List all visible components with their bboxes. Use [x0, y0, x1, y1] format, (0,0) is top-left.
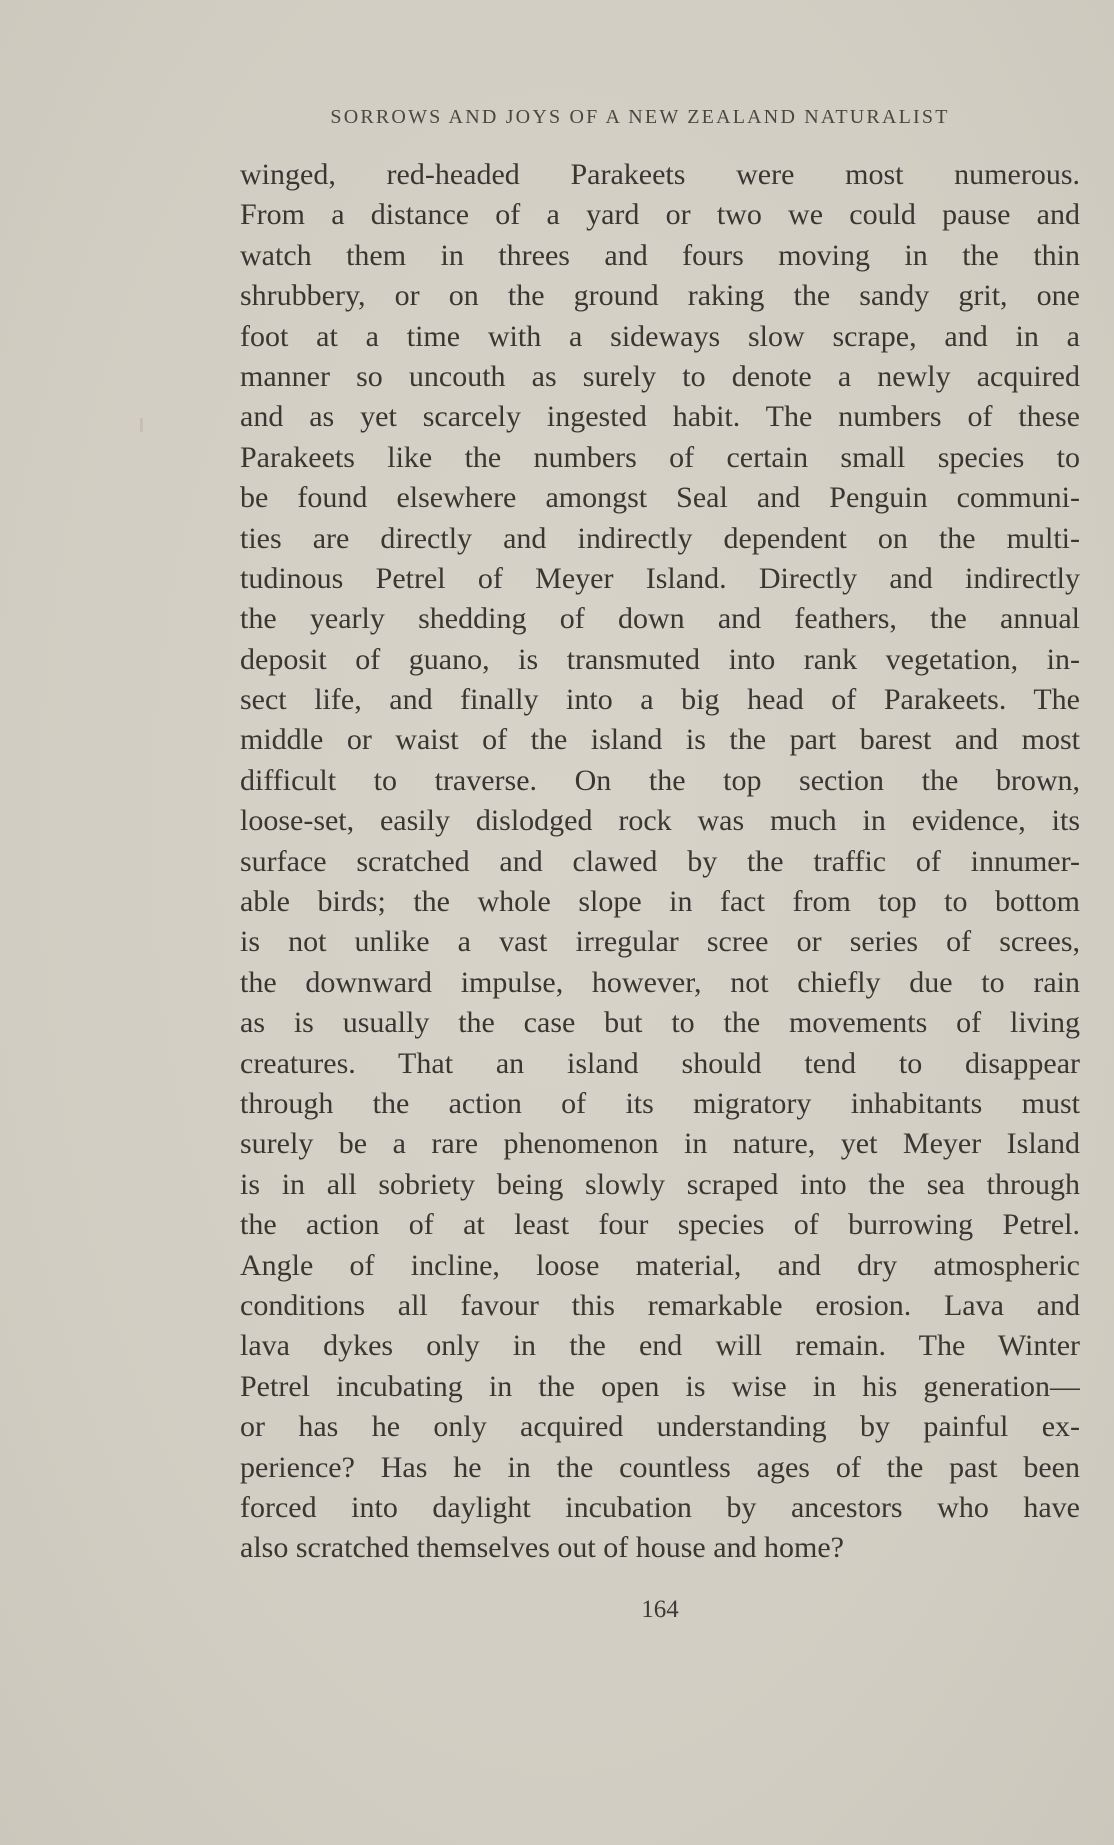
text-line: difficult to traverse. On the top section the brown, [240, 763, 1080, 797]
text-line: foot at a time with a sideways slow scrape, and in a [240, 319, 1080, 353]
running-head: SORROWS AND JOYS OF A NEW ZEALAND NATURALIST [330, 106, 950, 128]
text-line: Angle of incline, loose material, and dry atmospheric [240, 1248, 1080, 1282]
text-line: shrubbery, or on the ground raking the sandy grit, one [240, 279, 1080, 313]
text-line: through the action of its migratory inhabitants must [240, 1086, 1080, 1120]
text-line: and as yet scarcely ingested habit. The numbers of these [240, 400, 1080, 434]
text-line: From a distance of a yard or two we could pause and [240, 198, 1080, 232]
text-line: ties are directly and indirectly dependent on the multi- [240, 521, 1080, 555]
body-text [240, 155, 1080, 1569]
paper-speck [140, 418, 143, 432]
page-number: 164 [641, 1596, 679, 1623]
text-line: Parakeets like the numbers of certain small species to [240, 440, 1080, 474]
text-line: surface scratched and clawed by the traffic of innumer- [240, 844, 1080, 878]
text-line: or has he only acquired understanding by painful ex- [240, 1410, 1080, 1444]
text-line: manner so uncouth as surely to denote a newly acquired [240, 359, 1080, 393]
text-line: conditions all favour this remarkable erosion. Lava and [240, 1288, 1080, 1322]
text-line: deposit of guano, is transmuted into rank vegetation, in- [240, 642, 1080, 676]
text-line: Petrel incubating in the open is wise in his generation— [240, 1369, 1080, 1403]
text-line: the downward impulse, however, not chiefly due to rain [240, 965, 1080, 999]
text-line: forced into daylight incubation by ancestors who have [240, 1490, 1080, 1524]
text-line: also scratched themselves out of house and home? [240, 1531, 844, 1565]
text-line: lava dykes only in the end will remain. The Winter [240, 1329, 1080, 1363]
text-line: tudinous Petrel of Meyer Island. Directly and indirectly [240, 561, 1080, 595]
text-line: the action of at least four species of burrowing Petrel. [240, 1208, 1080, 1242]
text-line: is in all sobriety being slowly scraped into the sea through [240, 1167, 1080, 1201]
text-line: is not unlike a vast irregular scree or series of screes, [240, 925, 1080, 959]
text-line: winged, red-headed Parakeets were most numerous. [240, 158, 1080, 191]
text-line: be found elsewhere amongst Seal and Penguin communi- [240, 481, 1080, 515]
text-line: sect life, and finally into a big head of Parakeets. The [240, 683, 1080, 717]
text-line: perience? Has he in the countless ages of the past been [240, 1450, 1080, 1484]
text-line: surely be a rare phenomenon in nature, yet Meyer Island [240, 1127, 1080, 1161]
text-line: loose-set, easily dislodged rock was much in evidence, its [240, 804, 1080, 838]
text-line: as is usually the case but to the movements of living [240, 1006, 1080, 1040]
text-line: creatures. That an island should tend to disappear [240, 1046, 1080, 1080]
text-line: able birds; the whole slope in fact from top to bottom [240, 885, 1080, 919]
text-line: watch them in threes and fours moving in the thin [240, 238, 1080, 272]
text-line: the yearly shedding of down and feathers, the annual [240, 602, 1080, 636]
text-line: middle or waist of the island is the part barest and most [240, 723, 1080, 757]
